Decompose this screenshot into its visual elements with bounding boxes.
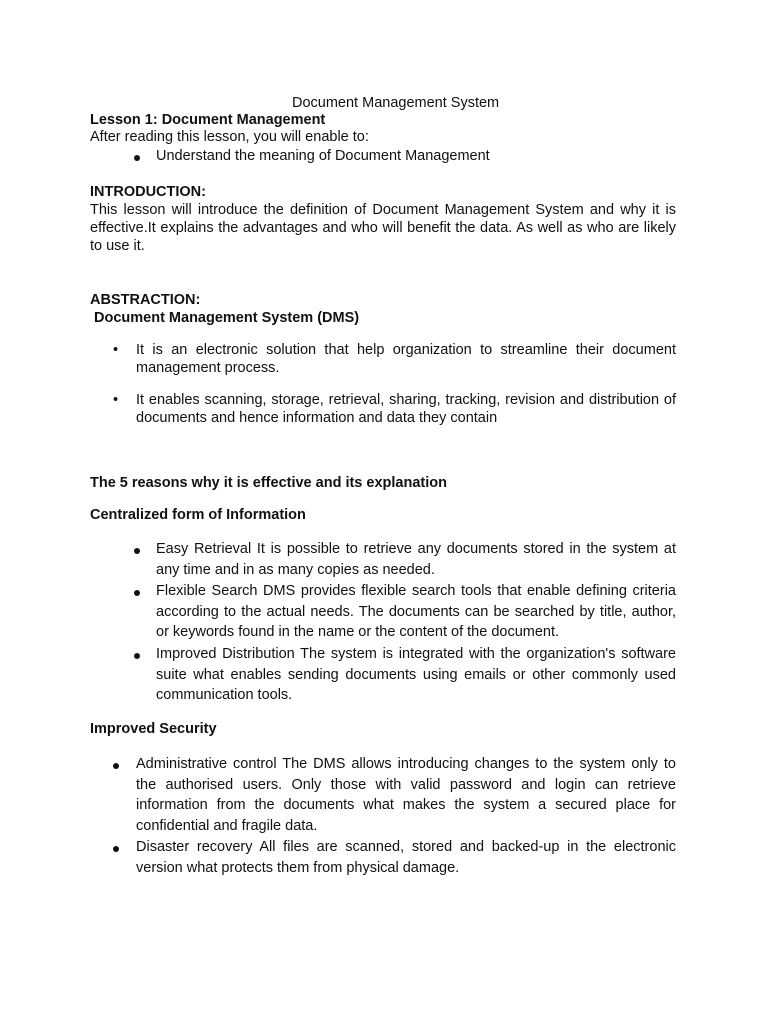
introduction-paragraph: This lesson will introduce the definition of Document Management System and why it is effective.It explains the advantages and who will benefit the data. As well as who are likely to use it.	[90, 202, 676, 254]
dms-heading: Document Management System (DMS)	[94, 310, 360, 326]
bullet-dot	[134, 653, 140, 659]
lesson-heading: Lesson 1: Document Management	[90, 112, 326, 128]
document-title: Document Management System	[292, 95, 500, 111]
bullet-glyph: •	[113, 392, 119, 408]
security-point-text: Administrative control The DMS allows introducing changes to the system only to the authorised users. Only those with valid password and login can retrieve information from the documents what makes the system a secured place for confidential and fragile data.	[136, 756, 676, 834]
abstraction-heading: ABSTRACTION:	[90, 292, 201, 308]
centralized-point-text: Improved Distribution The system is integrated with the organization's software suite what enables sending documents using emails or other commonly used communication tools.	[156, 646, 676, 703]
dms-point-text: It is an electronic solution that help organization to streamline their document management process.	[136, 342, 676, 376]
bullet-dot	[134, 155, 140, 161]
centralized-heading: Centralized form of Information	[90, 507, 306, 523]
centralized-point-text: Flexible Search DMS provides flexible search tools that enable defining criteria according to the actual needs. The documents can be searched by title, author, or keywords found in the name or the content of the document.	[156, 583, 676, 640]
centralized-point-text: Easy Retrieval It is possible to retrieve any documents stored in the system at any time and in as many copies as needed.	[156, 541, 676, 578]
security-heading: Improved Security	[90, 721, 217, 737]
reasons-heading: The 5 reasons why it is effective and its explanation	[90, 475, 447, 491]
bullet-dot	[134, 590, 140, 596]
bullet-dot	[134, 548, 140, 554]
objective-text: Understand the meaning of Document Management	[156, 148, 490, 164]
bullet-dot	[113, 763, 119, 769]
introduction-heading: INTRODUCTION:	[90, 184, 206, 200]
bullet-glyph: •	[113, 342, 119, 358]
after-reading-text: After reading this lesson, you will enable to:	[90, 129, 369, 145]
dms-point-text: It enables scanning, storage, retrieval, sharing, tracking, revision and distribution of documents and hence information and data they contain	[136, 392, 676, 426]
bullet-dot	[113, 846, 119, 852]
security-point-text: Disaster recovery All files are scanned, stored and backed-up in the electronic version what protects them from physical damage.	[136, 839, 676, 876]
